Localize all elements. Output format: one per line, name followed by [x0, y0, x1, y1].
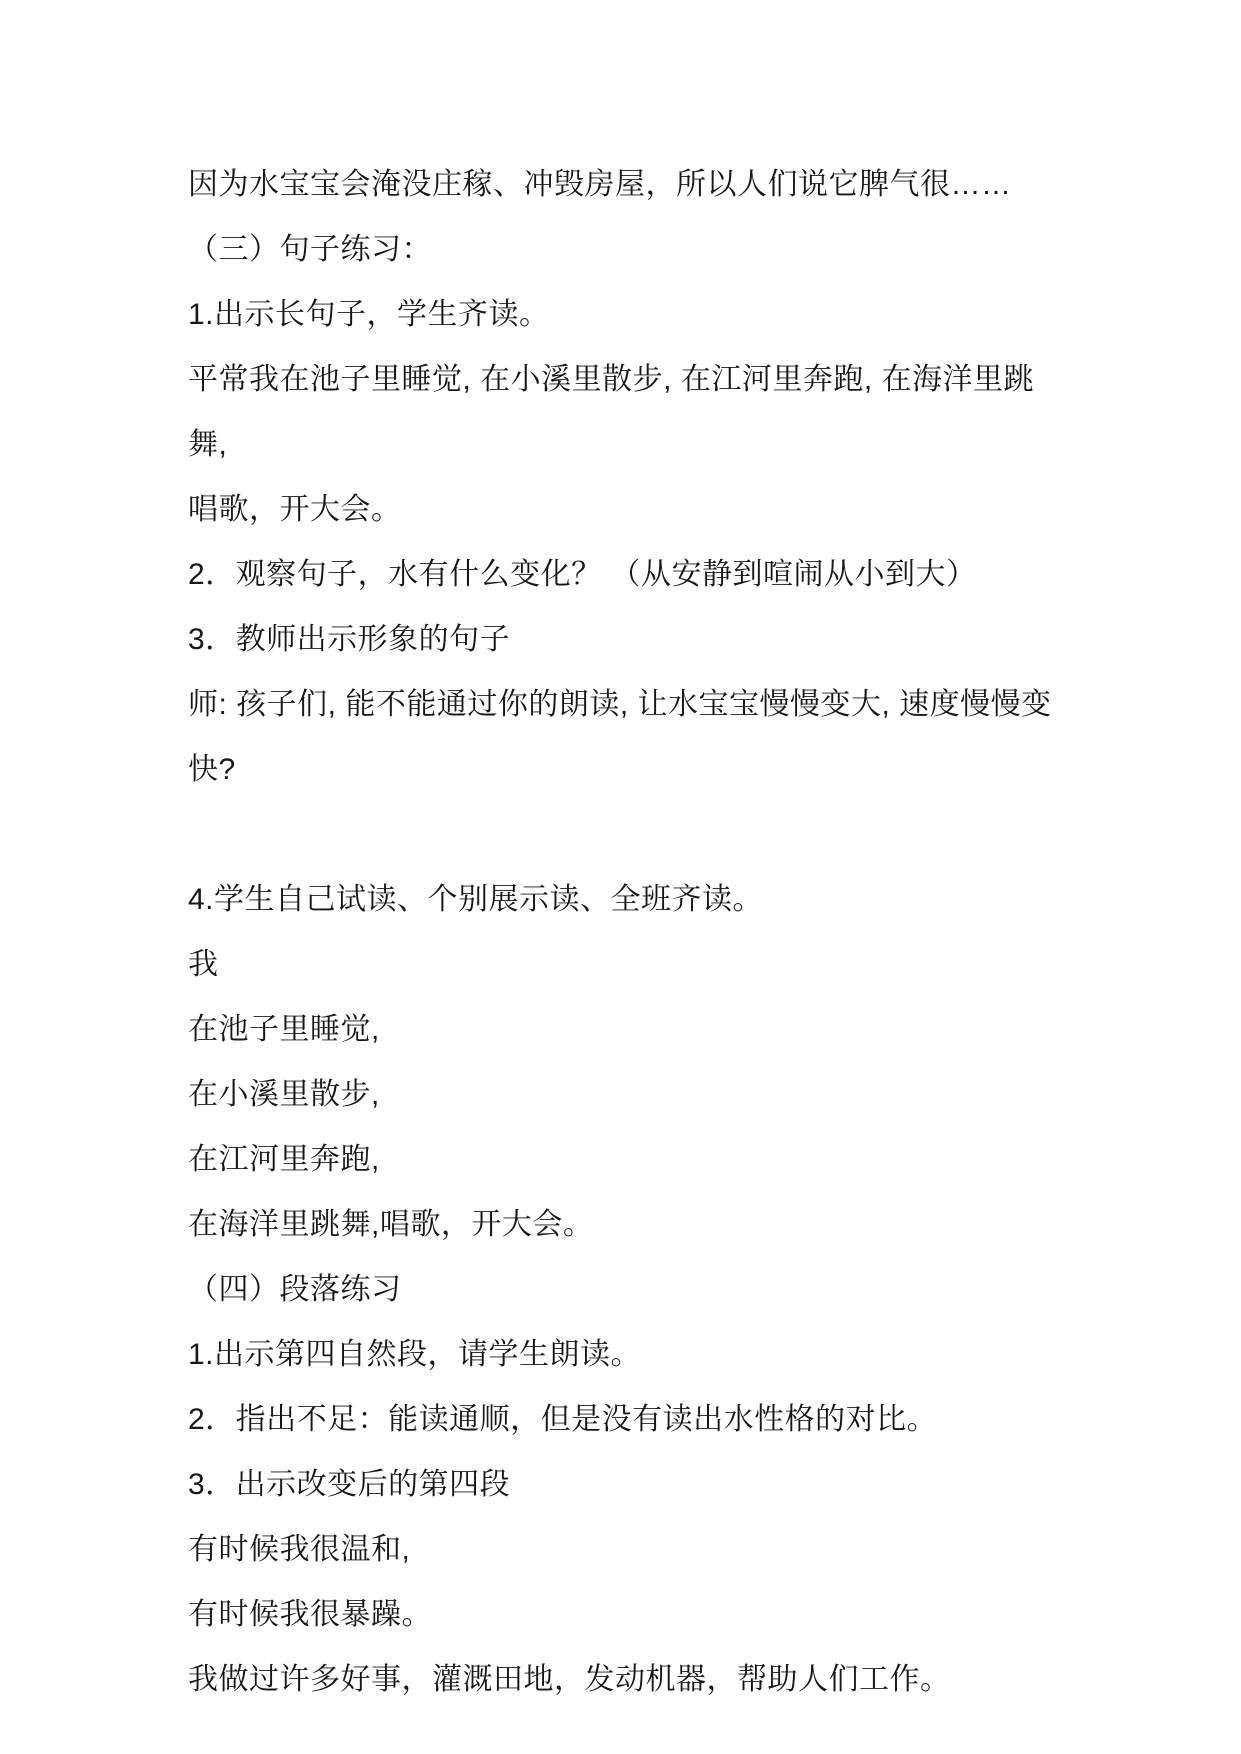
- verse-gentle: 有时候我很温和,: [188, 1533, 411, 1566]
- verse-river: 在江河里奔跑,: [188, 1143, 380, 1176]
- section-heading-four: （四）段落练习: [188, 1273, 402, 1306]
- step-3-teacher-shows: 3．教师出示形象的句子: [188, 623, 511, 656]
- step-4-students-read: 4.学生自己试读、个别展示读、全班齐读。: [188, 883, 764, 916]
- paragraph-intro: 因为水宝宝会淹没庄稼、冲毁房屋，所以人们说它脾气很……: [188, 168, 1012, 201]
- step-2-observe-sentence: 2．观察句子，水有什么变化？ （从安静到喧闹从小到大）: [188, 558, 977, 591]
- verse-fierce: 有时候我很暴躁。: [188, 1598, 432, 1631]
- paragraph-good-deeds: 我做过许多好事，灌溉田地，发动机器，帮助人们工作。: [188, 1663, 951, 1696]
- section-heading-three: （三）句子练习：: [188, 233, 432, 266]
- blank-line: [188, 802, 1073, 867]
- verse-pond: 在池子里睡觉,: [188, 1013, 380, 1046]
- sentence-long-part2: 唱歌，开大会。: [188, 493, 402, 526]
- teacher-quote: 师: 孩子们, 能不能通过你的朗读, 让水宝宝慢慢变大, 速度慢慢变快?: [188, 688, 1052, 786]
- verse-stream: 在小溪里散步,: [188, 1078, 380, 1111]
- step-1-show-sentence: 1.出示长句子，学生齐读。: [188, 298, 550, 331]
- step-1-show-paragraph: 1.出示第四自然段，请学生朗读。: [188, 1338, 642, 1371]
- verse-ocean: 在海洋里跳舞,唱歌，开大会。: [188, 1208, 594, 1241]
- sentence-long-part1: 平常我在池子里睡觉, 在小溪里散步, 在江河里奔跑, 在海洋里跳舞,: [188, 363, 1035, 461]
- step-3-show-revised-paragraph: 3．出示改变后的第四段: [188, 1468, 511, 1501]
- verse-wo: 我: [188, 948, 219, 981]
- step-2-point-out-shortcoming: 2．指出不足：能读通顺，但是没有读出水性格的对比。: [188, 1403, 938, 1436]
